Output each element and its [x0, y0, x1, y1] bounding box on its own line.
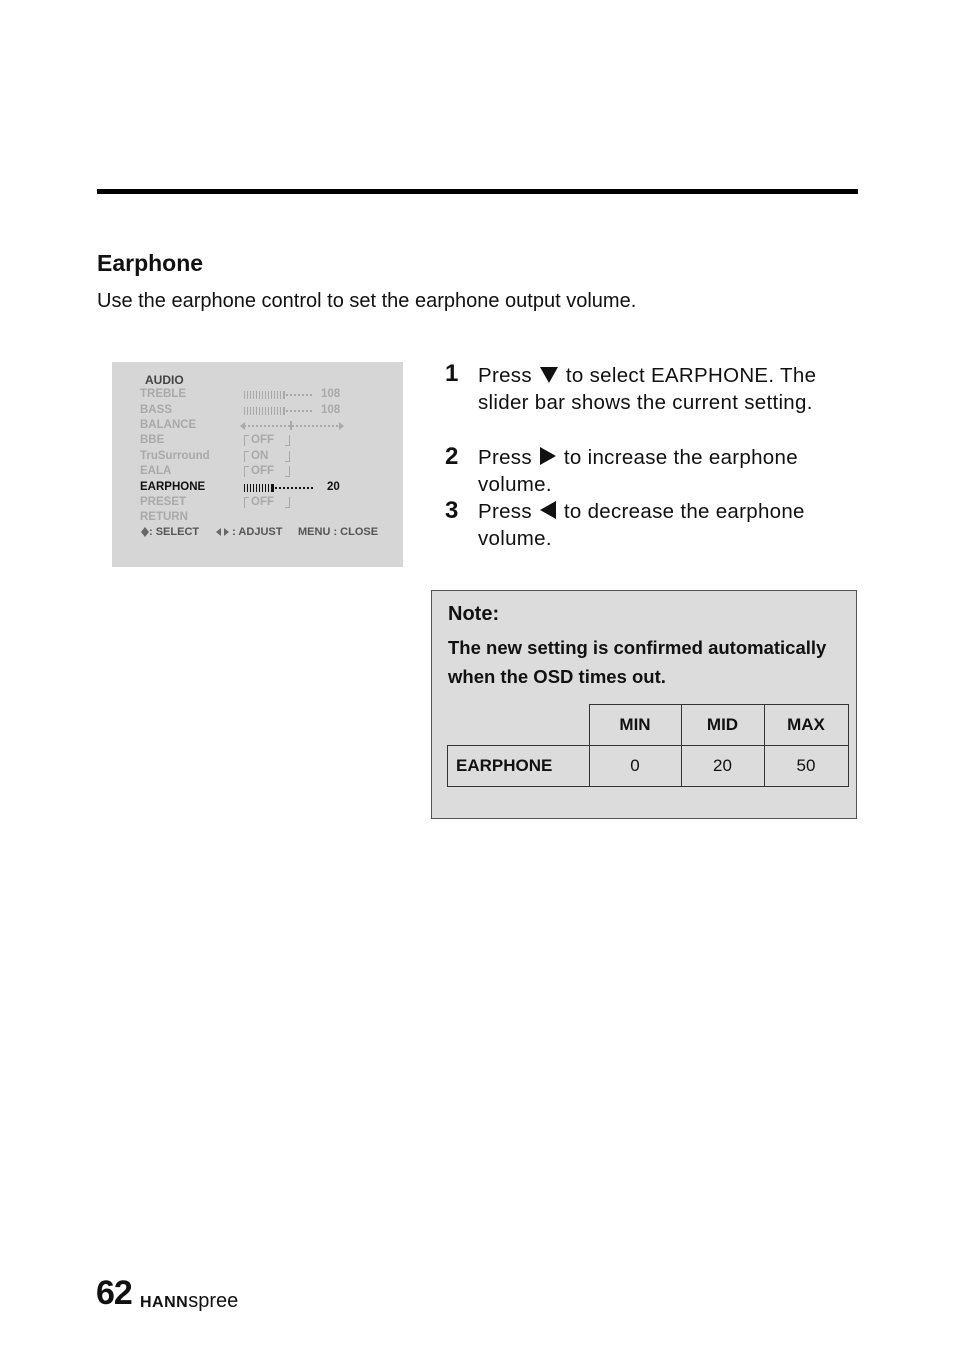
osd-state-box: [244, 496, 290, 510]
treble-slider: [244, 391, 314, 399]
osd-label: BBE: [140, 434, 165, 446]
osd-state: ON: [251, 450, 269, 462]
step-text-after: to increase the earphone volume.: [478, 446, 798, 496]
osd-label: BASS: [140, 404, 172, 416]
osd-row-balance: [140, 419, 390, 433]
right-triangle-icon: [540, 447, 556, 465]
step-1-text: [478, 362, 858, 416]
osd-row-earphone: [140, 481, 390, 495]
table-cell: 0: [589, 746, 681, 787]
osd-label: TREBLE: [140, 388, 186, 400]
osd-state-box: [244, 465, 290, 479]
osd-row-preset: [140, 496, 390, 510]
osd-row-trusurround: [140, 450, 390, 464]
brand-bold: HANN: [140, 1294, 189, 1311]
right-arrow-icon: [224, 528, 229, 536]
step-text-after: to select EARPHONE.: [565, 364, 775, 387]
osd-label: PRESET: [140, 496, 187, 508]
note-title: Note:: [448, 603, 500, 625]
left-triangle-icon: [540, 501, 556, 519]
step-number: 3: [445, 497, 459, 524]
table-header-row: [448, 705, 849, 746]
table-cell: 20: [681, 746, 764, 787]
balance-slider: [244, 425, 340, 427]
osd-row-treble: [140, 388, 390, 402]
osd-row-return: [140, 511, 390, 525]
osd-label: EARPHONE: [140, 481, 206, 493]
table-row: [448, 746, 849, 787]
table-header-cell: MID: [681, 705, 764, 746]
down-triangle-icon: [540, 367, 558, 383]
osd-value: 108: [321, 404, 341, 416]
osd-adjust-label: : ADJUST: [232, 526, 283, 538]
bass-slider: [244, 407, 314, 415]
step-text-before: Press: [478, 500, 532, 523]
osd-label: EALA: [140, 465, 172, 477]
brand-logo: [140, 1290, 238, 1313]
step-number: 2: [445, 443, 459, 470]
osd-row-bass: [140, 404, 390, 418]
note-box: [431, 590, 857, 819]
step-text-rest: The slider bar shows the current setting.: [478, 364, 817, 414]
osd-row-eala: [140, 465, 390, 479]
table-blank-cell: [448, 705, 590, 746]
osd-state: OFF: [251, 496, 274, 508]
osd-row-bbe: [140, 434, 390, 448]
osd-value: 20: [327, 481, 340, 493]
osd-adjust-hint: [216, 526, 282, 538]
section-title: Earphone: [97, 250, 204, 276]
step-3-text: [478, 498, 858, 552]
osd-audio-menu: [112, 362, 403, 567]
page-number: 62: [96, 1274, 132, 1312]
osd-state: OFF: [251, 465, 274, 477]
osd-title: AUDIO: [145, 373, 184, 387]
step-text-before: Press: [478, 364, 532, 387]
earphone-range-table: [447, 704, 849, 787]
earphone-slider: [244, 484, 314, 492]
balance-center-marker: [290, 421, 292, 430]
osd-state-box: [244, 434, 290, 448]
step-text-before: Press: [478, 446, 532, 469]
osd-close-hint: MENU : CLOSE: [298, 526, 379, 538]
osd-label: BALANCE: [140, 419, 197, 431]
step-2-text: [478, 444, 858, 498]
step-text-after: to decrease the earphone volume.: [478, 500, 805, 550]
brand-light: spree: [188, 1290, 239, 1312]
osd-select-label: : SELECT: [149, 526, 200, 538]
balance-right-arrow-icon: [339, 422, 344, 430]
note-body: The new setting is confirmed automatically when the OSD times out.: [448, 637, 827, 687]
left-arrow-icon: [216, 528, 221, 536]
osd-state-box: [244, 450, 290, 464]
osd-state: OFF: [251, 434, 274, 446]
table-cell: 50: [764, 746, 848, 787]
osd-label: TruSurround: [140, 450, 210, 462]
osd-value: 108: [321, 388, 341, 400]
down-arrow-icon: [141, 532, 149, 537]
table-row-label: EARPHONE: [448, 746, 590, 787]
osd-select-hint: [141, 526, 199, 538]
top-rule: [97, 189, 858, 194]
table-header-cell: MIN: [589, 705, 681, 746]
osd-label: RETURN: [140, 511, 188, 523]
table-header-cell: MAX: [764, 705, 848, 746]
step-number: 1: [445, 360, 459, 387]
intro-text: Use the earphone control to set the earphone output volume.: [97, 290, 637, 312]
